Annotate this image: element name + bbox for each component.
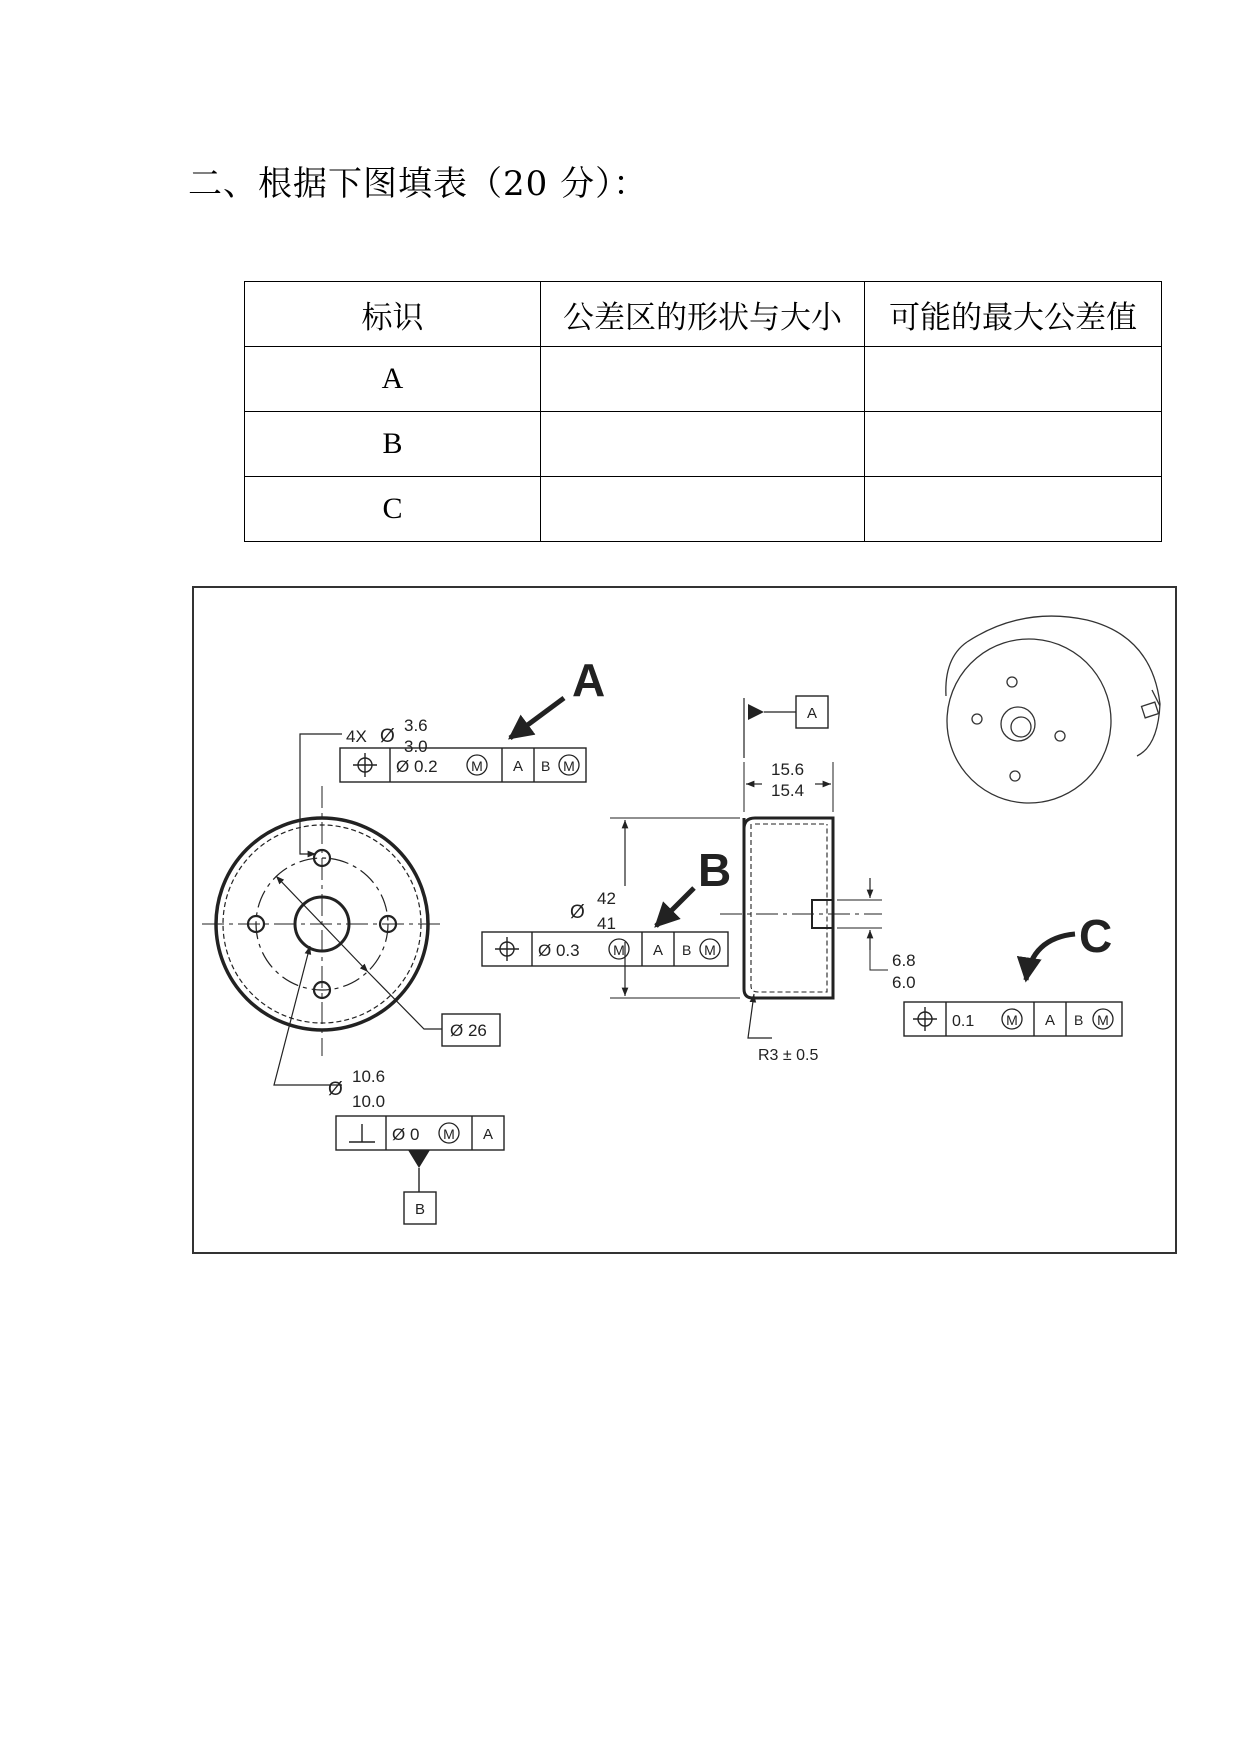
hole-dia-upper: 3.6 [404, 716, 428, 735]
engineering-drawing [192, 586, 1179, 1256]
od-lower: 41 [597, 914, 616, 933]
table-row [245, 477, 1162, 542]
answer-cell-b-shape[interactable] [541, 412, 865, 477]
position-symbol-icon [913, 1007, 937, 1031]
fcf-b-tolerance: Ø 0.3 [538, 941, 580, 960]
table-row [245, 347, 1162, 412]
fcf-bore-mod: M [443, 1126, 455, 1142]
slot-lower: 6.0 [892, 973, 916, 992]
fcf-b [482, 932, 728, 966]
bore-dia-lower: 10.0 [352, 1092, 386, 1111]
side-view [610, 762, 888, 1038]
datum-triangle-icon [408, 1150, 430, 1168]
callout-b-label: B [698, 844, 732, 896]
fcf-bore [336, 1116, 504, 1150]
bore-dia-symbol: Ø [328, 1079, 343, 1100]
table-row [245, 412, 1162, 477]
drawing-canvas [192, 586, 1179, 1256]
bolt-circle-dim: Ø 26 [450, 1021, 487, 1040]
slot-upper: 6.8 [892, 951, 916, 970]
position-symbol-icon [495, 937, 519, 961]
fcf-a [340, 748, 586, 782]
answer-table [244, 281, 1162, 542]
fcf-a-tolerance: Ø 0.2 [396, 757, 438, 776]
fcf-b-datum2-mod: M [704, 942, 716, 958]
fcf-c-datum1: A [1044, 1012, 1056, 1029]
fcf-b-datum2: B [682, 942, 692, 958]
fcf-c-datum2-mod: M [1097, 1012, 1109, 1028]
question-title: 二、根据下图填表（20 分）： [188, 164, 649, 204]
row-label-b: B [245, 412, 541, 477]
callout-c-arrow [1026, 934, 1075, 980]
front-view [202, 734, 442, 1085]
fcf-c [904, 1002, 1122, 1036]
answer-cell-a-shape[interactable] [541, 347, 865, 412]
position-symbol-icon [353, 753, 377, 777]
fcf-b-mod: M [613, 942, 625, 958]
row-label-c: C [245, 477, 541, 542]
od-upper: 42 [597, 889, 616, 908]
header-identifier: 标识 [245, 282, 541, 347]
answer-cell-b-max[interactable] [865, 412, 1162, 477]
radius-dim: R3 ± 0.5 [758, 1047, 819, 1064]
callout-a-arrow [510, 698, 564, 738]
answer-cell-c-max[interactable] [865, 477, 1162, 542]
datum-a-label: A [806, 705, 818, 722]
dia-symbol: Ø [380, 726, 395, 747]
fcf-bore-datum: A [482, 1126, 494, 1143]
callout-a-label: A [572, 654, 606, 706]
width-upper: 15.6 [771, 760, 805, 779]
answer-cell-a-max[interactable] [865, 347, 1162, 412]
perpendicularity-symbol-icon [349, 1124, 375, 1142]
header-zone-shape: 公差区的形状与大小 [541, 282, 865, 347]
callout-b-arrow [656, 888, 694, 926]
fcf-c-datum2: B [1074, 1012, 1084, 1028]
header-max-tolerance: 可能的最大公差值 [865, 282, 1162, 347]
fcf-a-datum2-mod: M [563, 758, 575, 774]
fcf-c-tolerance: 0.1 [952, 1013, 975, 1030]
hole-qty-label: 4X [346, 727, 367, 746]
fcf-b-datum1: A [652, 942, 664, 959]
hole-dia-lower: 3.0 [404, 737, 428, 756]
datum-triangle-icon [748, 704, 764, 720]
row-label-a: A [245, 347, 541, 412]
od-dia-symbol: Ø [570, 902, 585, 923]
isometric-view [926, 616, 1160, 824]
fcf-bore-tolerance: Ø 0 [392, 1125, 420, 1144]
width-lower: 15.4 [771, 781, 805, 800]
datum-b-label: B [414, 1201, 426, 1218]
fcf-a-datum1: A [512, 758, 524, 775]
answer-cell-c-shape[interactable] [541, 477, 865, 542]
callout-c-label: C [1079, 910, 1113, 962]
fcf-a-datum2: B [541, 758, 551, 774]
fcf-c-mod: M [1006, 1012, 1018, 1028]
bore-dia-upper: 10.6 [352, 1067, 386, 1086]
figure-frame [193, 587, 1176, 1253]
table-header-row [245, 282, 1162, 347]
fcf-a-mod: M [471, 758, 483, 774]
